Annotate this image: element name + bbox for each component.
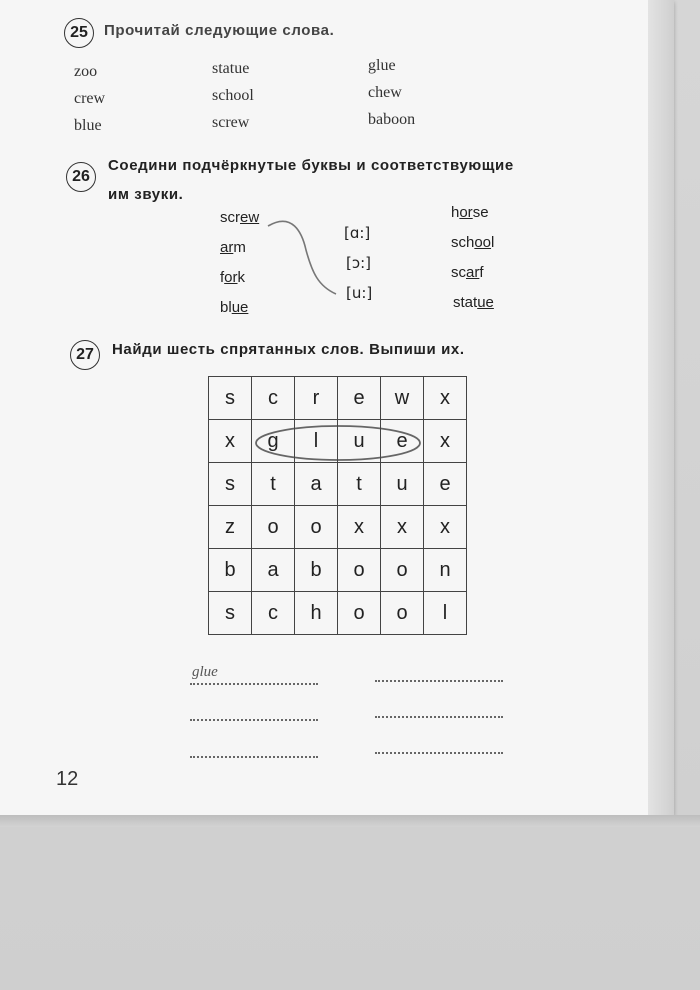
ex25-word: glue: [368, 57, 396, 74]
ex25-word: baboon: [368, 111, 416, 128]
grid-cell: t: [252, 463, 295, 506]
ex26-left-word: blue: [220, 299, 249, 316]
grid-cell: x: [338, 506, 381, 549]
grid-cell: s: [209, 463, 252, 506]
match-line-screw-to-u: [268, 221, 336, 294]
grid-cell: n: [424, 549, 467, 592]
grid-cell: x: [381, 506, 424, 549]
exercise-27-number: 27: [70, 340, 100, 370]
ex25-word: zoo: [74, 63, 98, 80]
grid-cell: o: [381, 592, 424, 635]
grid-cell: c: [252, 592, 295, 635]
grid-cell: e: [338, 377, 381, 420]
grid-cell: c: [252, 377, 295, 420]
grid-cell: s: [209, 377, 252, 420]
ex26-right-word: school: [451, 234, 495, 251]
grid-cell: a: [252, 549, 295, 592]
page-number: 12: [56, 768, 79, 790]
grid-cell: e: [381, 420, 424, 463]
grid-cell: e: [424, 463, 467, 506]
ex26-right-word: scarf: [451, 264, 484, 281]
exercise-26-instruction-line1: Соедини подчёркнутые буквы и соответствующие: [108, 157, 514, 174]
exercise-26-number: 26: [66, 162, 96, 192]
grid-cell: o: [338, 592, 381, 635]
answer-line[interactable]: [190, 719, 318, 721]
grid-cell: u: [338, 420, 381, 463]
grid-cell: o: [295, 506, 338, 549]
grid-cell: x: [424, 506, 467, 549]
answer-line[interactable]: [375, 752, 503, 754]
ex26-left-word: fork: [220, 269, 246, 286]
exercise-25-title: Прочитай следующие слова.: [104, 22, 335, 39]
grid-cell: o: [338, 549, 381, 592]
grid-cell: x: [424, 377, 467, 420]
ex26-sound: [ɑ:]: [344, 224, 371, 242]
grid-cell: l: [295, 420, 338, 463]
exercise-26-instruction-line2: им звуки.: [108, 186, 184, 203]
grid-cell: u: [381, 463, 424, 506]
handwritten-answer: glue: [192, 664, 218, 680]
answer-line[interactable]: [375, 716, 503, 718]
grid-cell: h: [295, 592, 338, 635]
grid-cell: o: [381, 549, 424, 592]
grid-cell: g: [252, 420, 295, 463]
grid-cell: x: [424, 420, 467, 463]
ex25-word: blue: [74, 117, 102, 134]
grid-cell: t: [338, 463, 381, 506]
ex26-sound: [u:]: [346, 284, 373, 302]
ex26-left-word: screw: [220, 209, 260, 226]
ex25-word: school: [212, 87, 254, 104]
grid-cell: a: [295, 463, 338, 506]
word-search-grid: [208, 376, 467, 635]
ex26-left-word: arm: [220, 239, 246, 256]
ex25-word: screw: [212, 114, 250, 131]
grid-cell: x: [209, 420, 252, 463]
ex26-right-word: statue: [453, 294, 494, 311]
grid-cell: b: [209, 549, 252, 592]
grid-cell: r: [295, 377, 338, 420]
ex25-word: crew: [74, 90, 106, 107]
answer-line[interactable]: [375, 680, 503, 682]
grid-cell: w: [381, 377, 424, 420]
grid-cell: s: [209, 592, 252, 635]
grid-cell: l: [424, 592, 467, 635]
exercise-27-title: Найди шесть спрятанных слов. Выпиши их.: [112, 341, 465, 358]
ex25-word: statue: [212, 60, 250, 77]
answer-line[interactable]: [190, 756, 318, 758]
ex26-right-word: horse: [451, 204, 489, 221]
exercise-25-number: 25: [64, 18, 94, 48]
grid-cell: b: [295, 549, 338, 592]
ex25-word: chew: [368, 84, 402, 101]
grid-cell: z: [209, 506, 252, 549]
answer-line[interactable]: [190, 683, 318, 685]
ex26-sound: [ɔ:]: [346, 254, 371, 272]
grid-cell: o: [252, 506, 295, 549]
